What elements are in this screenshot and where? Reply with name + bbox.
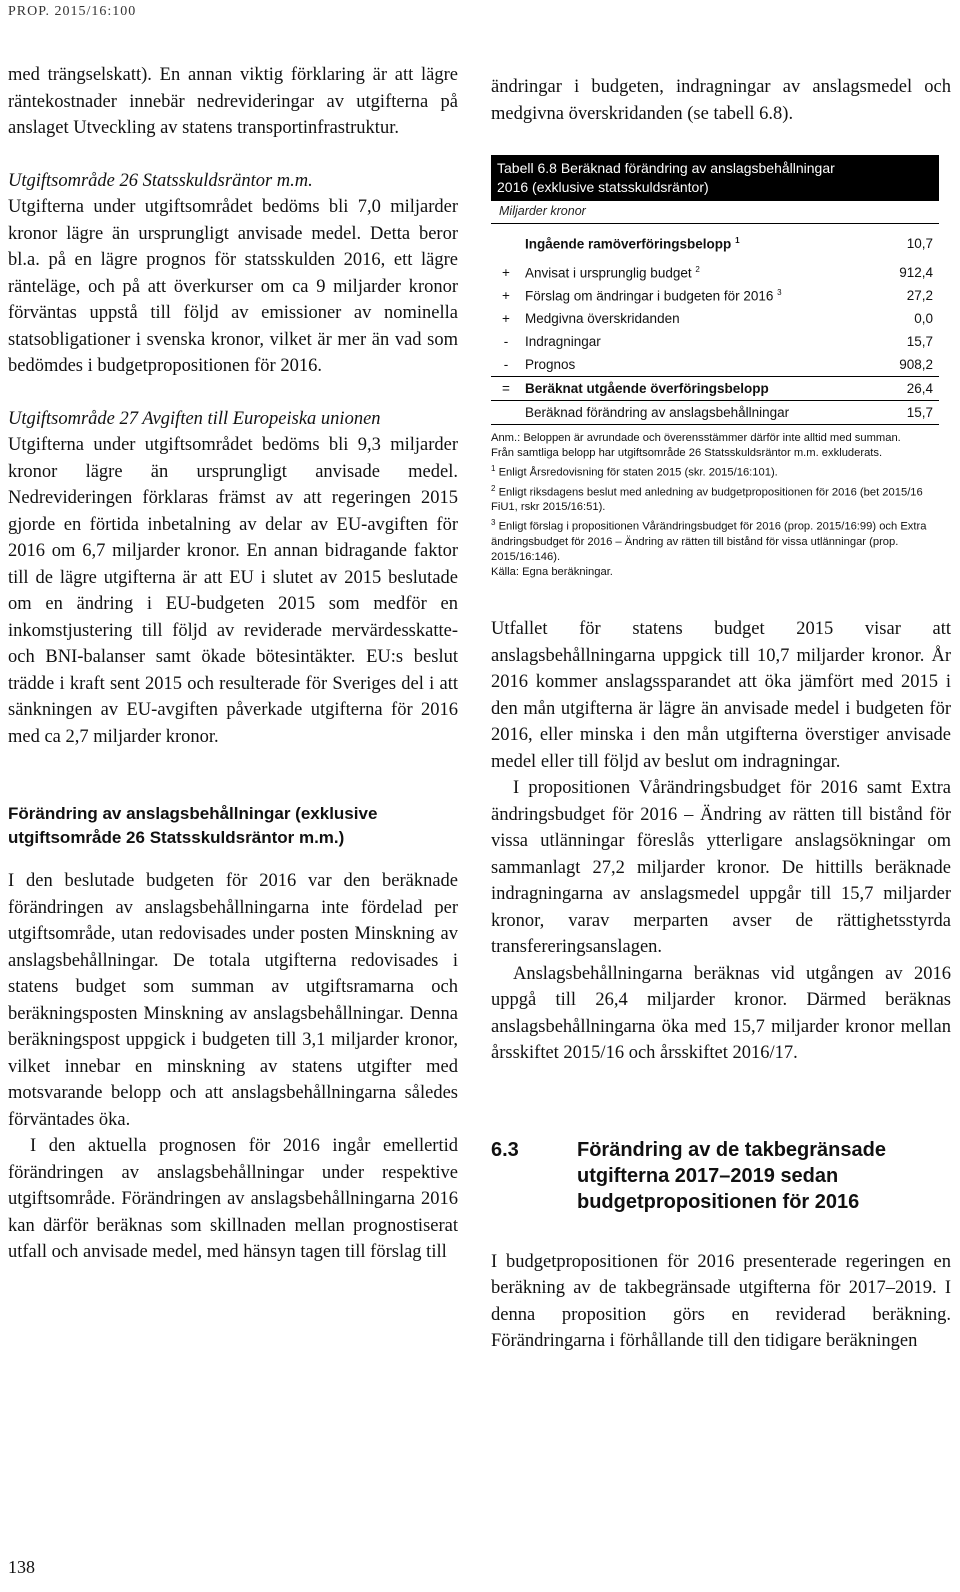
row-value: 26,4 bbox=[859, 377, 939, 401]
paragraph-body: Utgifterna under utgiftsområdet bedöms bli 9,3 miljarder kronor lägre än ursprungligt anvisade medel. Nedrevideringen förklaras främst av att regeringen 2015 gjorde en förtida inbetalning av delar av EU-avgiften för 2016 om 6,7 miljarder kronor. En annan bidragande faktor till de lägre utgifterna är att EU i slutet av 2015 beslutade om en ändring i EU-budgeten 2015 som medför en inkomstjustering till följd av reviderade mervärdesskatte- och BNI-balanser samt ökade bötesintäkter. EU:s beslut trädde i kraft sent 2015 och resulterade för Sveriges del i att sänkningen av EU-avgiften påverkade utgifterna för 2016 med ca 2,7 miljarder kronor. bbox=[8, 435, 458, 747]
table-6-8 bbox=[491, 155, 951, 580]
paragraph: I den beslutade budgeten för 2016 var den beräknade förändringen av anslagsbehållningarna inte fördelad per utgiftsområde, utan redovisades under posten Minskning av anslagsbehållningar. De totala utgifterna redovisades i statens budget som summan av utgiftsramarna och beräkningsposten Minskning av anslagsbehållningar. Denna beräkningspost uppgick i budgeten till 3,1 miljarder kronor, vilket innebar en minskning av statens utgifter med motsvarande belopp och att anslagsbehållningarna således förväntades öka. bbox=[8, 871, 458, 1130]
row-value: 912,4 bbox=[899, 265, 933, 280]
paragraph bbox=[8, 168, 458, 380]
section-number: 6.3 bbox=[491, 1138, 519, 1161]
row-value: 15,7 bbox=[859, 401, 939, 425]
row-label: Förslag om ändringar i budgeten för 2016 $^3$ bbox=[525, 287, 782, 304]
row-label: Medgivna överskridanden bbox=[525, 311, 680, 326]
table-notes bbox=[491, 431, 939, 580]
paragraph: Utfallet för statens budget 2015 visar att anslagsbehållningarna uppgick till 10,7 miljarder kronor. År 2016 kommer anslagssparandet att öka jämfört med 2015 i den mån utgifterna är lägre än anvisade medel i budgeten för 2016, eller minska i den mån utgifterna överstiger anvisade medel eller till följd av beslut om indragningar. bbox=[491, 619, 951, 772]
row-sign: = bbox=[491, 377, 521, 401]
table-row bbox=[491, 284, 939, 307]
paragraph bbox=[8, 406, 458, 751]
paragraph-heading: Utgiftsområde 26 Statsskuldsräntor m.m. bbox=[8, 170, 313, 191]
paragraph: I den aktuella prognosen för 2016 ingår emellertid förändringen av anslagsbehållningar under respektive utgiftsområde. Förändringen av anslagsbehållningarna 2016 kan därför beräknas som skillnaden mellan prognostiserat utfall och anvisade medel, med hänsyn tagen till förslag till bbox=[8, 1136, 458, 1262]
row-value: 10,7 bbox=[906, 236, 933, 251]
table-note: Från samtliga belopp har utgiftsområde 26 Statsskuldsräntor m.m. exkluderats. bbox=[491, 447, 883, 459]
subsection-heading: Förändring av anslagsbehållningar (exklusive utgiftsområde 26 Statsskuldsräntor m.m.) bbox=[8, 804, 378, 847]
table-note: $^1$ Enligt Årsredovisning för staten 2015 (skr. 2015/16:101). bbox=[491, 464, 778, 479]
table-row bbox=[491, 377, 939, 401]
table-title-line: 2016 (exklusive statsskuldsräntor) bbox=[497, 179, 709, 195]
row-sign: + bbox=[502, 288, 510, 303]
table-row bbox=[491, 353, 939, 377]
row-value: 908,2 bbox=[899, 357, 933, 372]
running-header: PROP. 2015/16:100 bbox=[8, 4, 137, 19]
row-sign: + bbox=[502, 311, 510, 326]
table-body bbox=[491, 224, 939, 425]
row-label: Anvisat i ursprunglig budget $^2$ bbox=[525, 264, 700, 281]
right-column bbox=[491, 74, 951, 1355]
paragraph-body: Utgifterna under utgiftsområdet bedöms bli 7,0 miljarder kronor lägre än ursprungligt anvisade medel. Detta beror bl.a. på en lägre prognos för statsskulden 2016, ett lägre ränteläge, och på att överkurser om ca 9 miljarder kronor förväntas uppstå till följd av emissioner av nominella statsobligationer i svenska kronor, vilket är mer än vad som bedömdes i budgetpropositionen för 2016. bbox=[8, 197, 458, 376]
table-row bbox=[491, 330, 939, 353]
section-heading bbox=[491, 1137, 951, 1215]
row-sign: - bbox=[503, 357, 509, 372]
row-value: 0,0 bbox=[914, 311, 933, 326]
table-row bbox=[491, 261, 939, 284]
table-unit: Miljarder kronor bbox=[491, 201, 939, 224]
row-sign: - bbox=[503, 334, 509, 349]
row-label: Beräknad förändring av anslagsbehållningar bbox=[521, 401, 859, 425]
table-source: Källa: Egna beräkningar. bbox=[491, 566, 613, 579]
row-sign bbox=[491, 224, 521, 261]
row-sign: + bbox=[502, 265, 510, 280]
table-row bbox=[491, 224, 939, 261]
table-row bbox=[491, 401, 939, 425]
table-note: Anm.: Beloppen är avrundade och överensstämmer därför inte alltid med summan. bbox=[491, 432, 901, 444]
paragraph: I propositionen Vårändringsbudget för 2016 samt Extra ändringsbudget för 2016 – Ändring av rätten till bistånd för vissa utlänningar föreslås ytterligare anslagsökningar om sammanlagt 27,2 miljarder kronor. De hittills beräknade indragningarna av anslagsmedel uppgår till 15,7 miljarder kronor, varav merparten avser de rättighetsstyrda transfereringsanslagen. bbox=[491, 778, 951, 958]
row-label: Prognos bbox=[525, 357, 576, 372]
paragraph-heading: Utgiftsområde 27 Avgiften till Europeiska unionen bbox=[8, 408, 381, 429]
row-label: Ingående ramöverföringsbelopp $^1$ bbox=[525, 235, 740, 252]
table-note: $^2$ Enligt riksdagens beslut med anledning av budgetpropositionen för 2016 (bet 2015/16 FiU1, rskr 2015/16:51). bbox=[491, 483, 923, 514]
row-label: Beräknat utgående överföringsbelopp bbox=[521, 377, 859, 401]
table-note: $^3$ Enligt förslag i propositionen Vårändringsbudget för 2016 (prop. 2015/16:99) och Extra ändringsbudget för 2016 – Ändring av rätten till bistånd för vissa utlänningar (prop. 2015/16:146). bbox=[491, 518, 927, 564]
paragraph: ändringar i budgeten, indragningar av anslagsmedel och medgivna överskridanden (se tabell 6.8). bbox=[491, 77, 951, 124]
section-title: Förändring av de takbegränsade utgifterna 2017–2019 sedan budgetpropositionen för 2016 bbox=[577, 1138, 886, 1213]
table-title-line: Tabell 6.8 Beräknad förändring av anslagsbehållningar bbox=[497, 160, 835, 176]
table-title bbox=[491, 155, 939, 201]
row-value: 27,2 bbox=[906, 288, 933, 303]
paragraph: med trängselskatt). En annan viktig förklaring är att lägre räntekostnader innebär nedrevideringar av utgifterna på anslaget Utveckling av statens transportinfrastruktur. bbox=[8, 65, 458, 138]
table-row bbox=[491, 307, 939, 330]
row-label: Indragningar bbox=[525, 334, 601, 349]
left-column bbox=[8, 62, 458, 1266]
row-sign bbox=[491, 401, 521, 425]
paragraph: I budgetpropositionen för 2016 presenterade regeringen en beräkning av de takbegränsade utgifterna för 2017–2019. I denna proposition görs en reviderad beräkning. Förändringarna i förhållande till den tidigare beräkningen bbox=[491, 1251, 951, 1352]
page-number: 138 bbox=[8, 1557, 35, 1577]
row-value: 15,7 bbox=[906, 334, 933, 349]
paragraph: Anslagsbehållningarna beräknas vid utgången av 2016 uppgå till 26,4 miljarder kronor. Därmed beräknas anslagsbehållningarna öka med 15,7 miljarder kronor mellan årsskiftet 2015/16 och årsskiftet 2016/17. bbox=[491, 963, 951, 1064]
